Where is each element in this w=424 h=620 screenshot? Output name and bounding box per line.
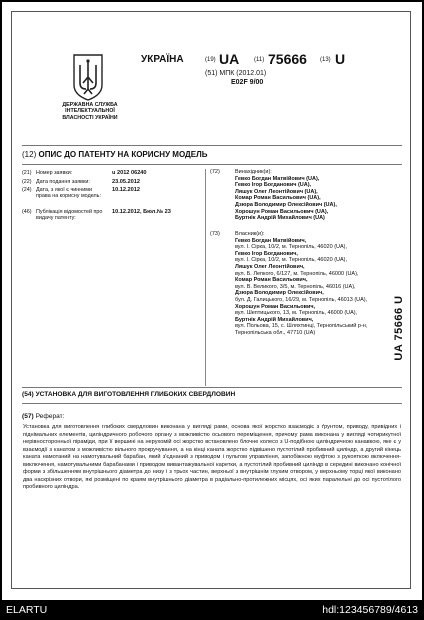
ipc-class: E02F 9/00 (231, 79, 264, 86)
biblio-value: 23.05.2012 (112, 179, 140, 185)
inid-51: (51) (205, 70, 218, 77)
kind-code: U (335, 51, 346, 67)
biblio-code: (21) (22, 170, 32, 176)
inid-72: (72) (210, 169, 220, 175)
inventor-name: Дзюра Володимир Олексійович (UA), (235, 201, 337, 208)
country-code: UA (219, 51, 240, 67)
owner-address: вул. Польова, 15, с. Шляхтинці, Тернопільський р-н, Тернопільська обл., 47710 (UA) (235, 323, 368, 336)
country-name: УКРАЇНА (141, 54, 184, 65)
patent-page (2, 2, 422, 600)
owner-address: вул. Б. Лепкого, 6/127, м. Тернопіль, 46000 (UA), (235, 270, 359, 277)
owner-name: Ляшук Олег Леонтійович, (235, 263, 305, 270)
repository-name: ELARTU (6, 604, 48, 616)
owner-name: Дзюра Володимир Олексійович, (235, 290, 324, 297)
inventor-name: Буртнік Андрій Михайлович (UA) (235, 215, 325, 222)
inventor-name: Гевко Богдан Матвійович (UA), (235, 175, 320, 182)
owner-address: бул. Д. Галицького, 16/29, м. Тернопіль, 46013 (UA), (235, 296, 368, 303)
inventor-name: Гевко Ігор Богданович (UA), (235, 182, 312, 189)
owner-name: Гевко Богдан Матвійович, (235, 237, 307, 244)
vertical-patent-id (393, 281, 407, 375)
owners-label: Власник(и): (235, 231, 265, 237)
patent-number: 75666 (268, 51, 307, 67)
inventors-block (235, 169, 385, 222)
inventors-label: Винахідник(и): (235, 169, 272, 175)
inid-11: (11) (254, 57, 265, 63)
owner-name: Гевко Ігор Богданович, (235, 250, 298, 257)
office-name: ДЕРЖАВНА СЛУЖБА ІНТЕЛЕКТУАЛЬНОЇ ВЛАСНОСТІ УКРАЇНИ (62, 102, 118, 121)
viewer-footer (0, 600, 424, 620)
column-divider (205, 169, 206, 386)
owner-address: вул. В. Великого, 3/5, м. Тернопіль, 46016 (UA), (235, 283, 356, 290)
inid-13: (13) (320, 57, 331, 63)
owner-address: вул. Шептицького, 13, м. Тернопіль, 46000 (UA), (235, 310, 358, 317)
owners-block (235, 231, 385, 337)
biblio-value: 10.12.2012, Бюл.№ 23 (112, 209, 171, 215)
inid-54: (54) (22, 391, 34, 398)
abstract-text: Установка для виготовлення глибоких свердловин виконана у вигляді рами, основа якої жорстко взаємодіє з ґрунтом, приводу, привідних і піднімальних елементів, циліндричного робочого органу з можливістю осьового переміщення, причому рама виконана у вигляді чотирикутної нерівносторонньої піраміди, при її вершині на нерухомій осі жорстко встановлено блочне колесо з U-подібною циліндричною канавкою, яке є у взаємодії з канатом з можливістю вільного прокручування, а на кінці каната жорстко підвішено пустотілий пробивний циліндр, а другий кінець каната намотаний на намотувальний барабан, який з'єднаний з приводом і пультом управління, запобіжною муфтою з рукояткою включення-виключення, намотувальними барабанами і приводом вивантажувальної каретки, а пустотілий пробивний циліндр в середині виконано конічної форми з збільшенням внутрішнього діаметра до низу і з трьох частин, верхньої з внутрішнім глухим отвором, у верхньому торці якої виконано два наскрізних отвори, які розміщені по краям внутрішнього діаметра в радіально-протилежних місцях, осі яких паралельні до осі пустотілого пробивного циліндра. (23, 424, 401, 491)
biblio-value: u 2012 06240 (112, 170, 147, 176)
inid-57: (57) (22, 413, 34, 420)
handle-id: hdl:123456789/4613 (322, 604, 418, 616)
bibliographic-data (22, 171, 198, 224)
biblio-label: Дата, з якої є чинними права на корисну модель: (36, 187, 101, 199)
abstract-label: Реферат: (35, 413, 65, 420)
abstract-heading (22, 413, 65, 420)
document-title-text: ОПИС ДО ПАТЕНТУ НА КОРИСНУ МОДЕЛЬ (38, 150, 208, 159)
biblio-row (22, 188, 198, 210)
biblio-value: 10.12.2012 (112, 187, 140, 193)
inid-73: (73) (210, 231, 220, 237)
title-divider (22, 145, 402, 146)
owner-address: вул. І. Сірка, 10/2, м. Тернопіль, 46020 (UA), (235, 257, 348, 264)
biblio-code: (46) (22, 209, 32, 215)
invention-title (22, 391, 235, 398)
owner-address: вул. І. Сірка, 10/2, м. Тернопіль, 46020 (UA), (235, 244, 348, 251)
ipc-line (205, 70, 266, 77)
vertical-patent-id-text: UA 75666 U (393, 295, 405, 361)
abstract-divider (22, 403, 402, 404)
inid-12: (12) (22, 150, 37, 159)
biblio-code: (24) (22, 187, 32, 193)
owner-name: Комар Роман Васильович, (235, 277, 308, 284)
inid-19: (19) (205, 57, 216, 63)
biblio-row (22, 210, 198, 224)
biblio-label: Публікація відомостей про видачу патенту: (36, 209, 103, 221)
document-title (22, 150, 207, 159)
inventor-name: Хорошун Роман Васильович (UA), (235, 208, 329, 215)
ipc-label: МПК (2012.01) (219, 70, 267, 77)
biblio-label: Номер заявки: (36, 170, 73, 176)
inventor-name: Комар Роман Васильович (UA), (235, 195, 321, 202)
inventor-name: Ляшук Олег Леонтійович (UA), (235, 188, 318, 195)
biblio-code: (22) (22, 179, 32, 185)
biblio-label: Дата подання заявки: (36, 179, 90, 185)
biblio-divider (22, 164, 402, 165)
invention-divider (22, 387, 402, 388)
tryzub-emblem-icon (72, 53, 104, 101)
owner-name: Хорошун Роман Васильович, (235, 303, 316, 310)
owner-name: Буртнік Андрій Михайлович, (235, 316, 314, 323)
invention-title-text: УСТАНОВКА ДЛЯ ВИГОТОВЛЕННЯ ГЛИБОКИХ СВЕРДЛОВИН (35, 391, 236, 398)
